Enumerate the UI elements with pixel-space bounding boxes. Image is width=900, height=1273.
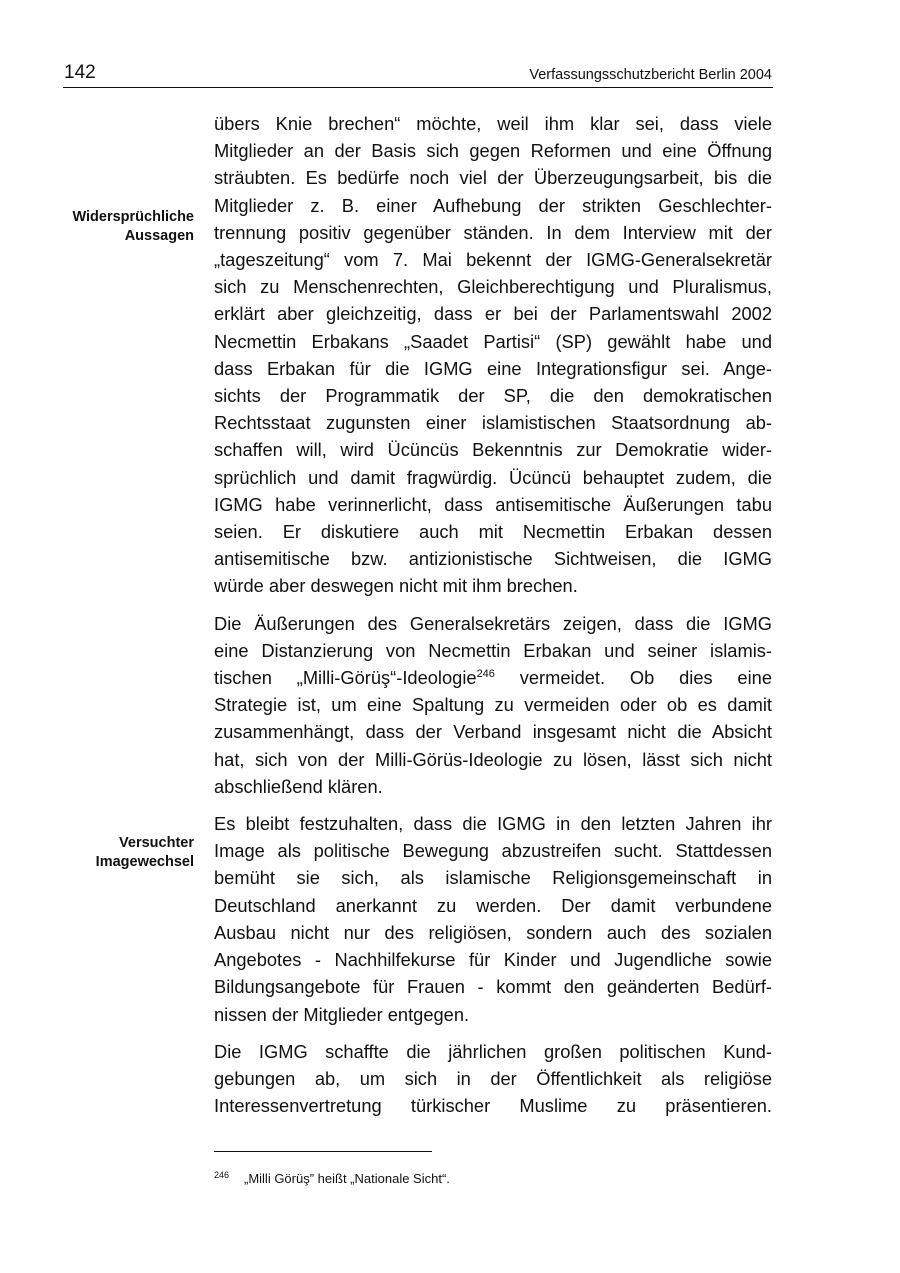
text-line: abschließend klären.	[214, 775, 383, 797]
page-number: 142	[64, 62, 96, 83]
text-line: Bildungsangebote für Frauen - kommt den geänderten Bedürf-	[214, 976, 772, 998]
text-line: Mitglieder an der Basis sich gegen Reformen und eine Öffnung	[214, 140, 772, 162]
text-line-with-footnote-ref	[214, 664, 772, 691]
footnote-text: „Milli Görüş” heißt „Nationale Sicht“.	[244, 1171, 450, 1186]
margin-note-contradictory-statements	[14, 208, 194, 245]
text-line: sprüchlich und damit fragwürdig. Ücüncü behauptet zudem, die	[214, 466, 772, 488]
text-line: Image als politische Bewegung abzustreifen sucht. Stattdessen	[214, 840, 772, 862]
footnote-number: 246	[214, 1170, 230, 1180]
text-line: „tageszeitung“ vom 7. Mai bekennt der IGMG-Generalsekretär	[214, 249, 772, 271]
text-line: bemüht sie sich, als islamische Religionsgemeinschaft in	[214, 867, 772, 889]
text-line: hat, sich von der Milli-Görüs-Ideologie zu lösen, lässt sich nicht	[214, 748, 772, 770]
paragraph-1	[214, 110, 772, 600]
margin-note-line: Aussagen	[124, 227, 194, 244]
margin-note-image-change	[14, 834, 194, 871]
text-line: nissen der Mitglieder entgegen.	[214, 1003, 470, 1025]
body-text	[214, 110, 772, 1129]
text-line: Necmettin Erbakans „Saadet Partisi“ (SP) gewählt habe und	[214, 330, 772, 352]
text-line: gebungen ab, um sich in der Öffentlichkeit als religiöse	[214, 1067, 772, 1089]
margin-note-line: Widersprüchliche	[72, 209, 194, 225]
running-header: Verfassungsschutzbericht Berlin 2004	[529, 67, 772, 83]
text-line: eine Distanzierung von Necmettin Erbakan und seiner islamis-	[214, 639, 772, 661]
text-line: dass Erbakan für die IGMG eine Integrationsfigur sei. Ange-	[214, 357, 772, 379]
text-line: Rechtsstaat zugunsten einer islamistischen Staatsordnung ab-	[214, 412, 772, 434]
text-line: Deutschland anerkannt zu werden. Der damit verbundene	[214, 894, 772, 916]
text-line: übers Knie brechen“ möchte, weil ihm klar sei, dass viele	[214, 113, 772, 134]
text-line: Angebotes - Nachhilfekurse für Kinder und Jugendliche sowie	[214, 949, 772, 971]
text-line: Interessenvertretung türkischer Muslime zu präsentieren.	[214, 1095, 772, 1117]
text-fragment: tischen „Milli-Görüş“-Ideologie	[214, 667, 477, 689]
paragraph-4	[214, 1038, 772, 1120]
text-line: Die IGMG schaffte die jährlichen großen politischen Kund-	[214, 1040, 772, 1062]
text-line: erklärt aber gleichzeitig, dass er bei der Parlamentswahl 2002	[214, 303, 772, 325]
text-line: zusammenhängt, dass der Verband insgesamt nicht die Absicht	[214, 721, 772, 743]
footnote-reference: 246	[476, 668, 495, 681]
margin-note-line: Versuchter	[119, 835, 194, 851]
text-line: schaffen will, wird Ücüncüs Bekenntnis zur Demokratie wider-	[214, 439, 772, 461]
text-line: sträubten. Es bedürfe noch viel der Überzeugungsarbeit, bis die	[214, 167, 772, 189]
margin-note-line: Imagewechsel	[95, 853, 194, 870]
paragraph-2	[214, 610, 772, 800]
text-line: antisemitische bzw. antizionistische Sichtweisen, die IGMG	[214, 548, 772, 570]
footnote-rule	[214, 1151, 432, 1152]
text-fragment: vermeidet. Ob dies eine	[494, 667, 772, 689]
paragraph-3	[214, 810, 772, 1028]
text-line: seien. Er diskutiere auch mit Necmettin Erbakan dessen	[214, 521, 772, 543]
text-line: Es bleibt festzuhalten, dass die IGMG in den letzten Jahren ihr	[214, 813, 772, 835]
header-rule	[63, 87, 773, 88]
text-line: Die Äußerungen des Generalsekretärs zeigen, dass die IGMG	[214, 612, 772, 634]
text-line: Ausbau nicht nur des religiösen, sondern auch des sozialen	[214, 921, 772, 943]
footnote	[214, 1166, 450, 1188]
text-line: sich zu Menschenrechten, Gleichberechtigung und Pluralismus,	[214, 276, 772, 298]
text-line: sichts der Programmatik der SP, die den demokratischen	[214, 385, 772, 407]
text-line: Strategie ist, um eine Spaltung zu vermeiden oder ob es damit	[214, 694, 772, 716]
text-line: würde aber deswegen nicht mit ihm brechen.	[214, 575, 578, 597]
text-line: Mitglieder z. B. einer Aufhebung der strikten Geschlechter-	[214, 194, 772, 216]
text-line: IGMG habe verinnerlicht, dass antisemitische Äußerungen tabu	[214, 493, 772, 515]
text-line: trennung positiv gegenüber ständen. In dem Interview mit der	[214, 221, 772, 243]
